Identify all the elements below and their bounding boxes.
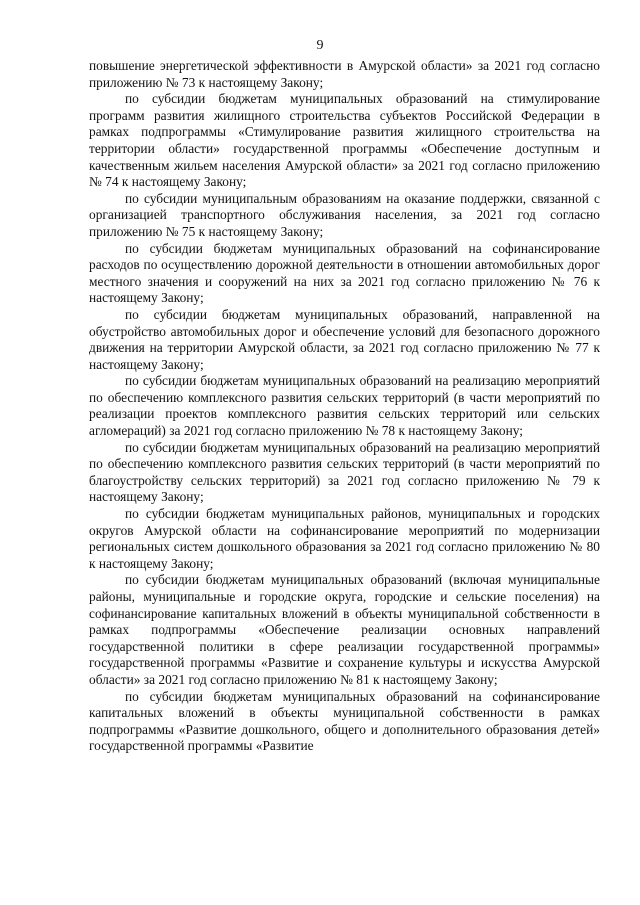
- paragraph: по субсидии бюджетам муниципальных образований на реализацию мероприятий по обеспечению комплексного развития сельских территорий (в части мероприятий по благоустройству сельских территорий) за 2021 год согласно приложению № 79 к настоящему Закону;: [89, 439, 600, 505]
- paragraph: повышение энергетической эффективности в Амурской области» за 2021 год согласно приложению № 73 к настоящему Закону;: [89, 58, 600, 90]
- page-number: 9: [316, 38, 324, 53]
- paragraph: по субсидии бюджетам муниципальных образований (включая муниципальные районы, муниципальные и городские округа, городские и сельские поселения) на софинансирование капитальных вложений в объекты муниципальной собственности в рамках подпрограммы «Обеспечение реализации основных направлений государственной политики в сфере реализации государственной программы» государственной программы «Развитие и сохранение культуры и искусства Амурской области» за 2021 год согласно приложению № 81 к настоящему Закону;: [89, 572, 600, 687]
- paragraph: по субсидии бюджетам муниципальных образований на софинансирование капитальных вложений в объекты муниципальной собственности в рамках подпрограммы «Развитие дошкольного, общего и дополнительного образования детей» государственной программы «Развитие: [89, 688, 600, 754]
- body-text: [89, 58, 600, 755]
- paragraph: по субсидии муниципальным образованиям на оказание поддержки, связанной с организацией транспортного обслуживания населения, за 2021 год согласно приложению № 75 к настоящему Закону;: [89, 190, 600, 239]
- paragraph: по субсидии бюджетам муниципальных образований, направленной на обустройство автомобильных дорог и обеспечение условий для безопасного дорожного движения на территории Амурской области, за 2021 год согласно приложению № 77 к настоящему Закону;: [89, 306, 600, 372]
- paragraph: по субсидии бюджетам муниципальных районов, муниципальных и городских округов Амурской области на софинансирование мероприятий по модернизации региональных систем дошкольного образования за 2021 год согласно приложению № 80 к настоящему Закону;: [89, 506, 600, 571]
- paragraph: по субсидии бюджетам муниципальных образований на софинансирование расходов по осуществлению дорожной деятельности в отношении автомобильных дорог местного значения и сооружений на них за 2021 год согласно приложению № 76 к настоящему Закону;: [89, 240, 600, 306]
- paragraph: по субсидии бюджетам муниципальных образований на реализацию мероприятий по обеспечению комплексного развития сельских территорий (в части мероприятий по реализации проектов комплексного развития сельских территорий или сельских агломераций) за 2021 год согласно приложению № 78 к настоящему Закону;: [89, 373, 600, 439]
- paragraph: по субсидии бюджетам муниципальных образований на стимулирование программ развития жилищного строительства субъектов Российской Федерации в рамках подпрограммы «Стимулирование развития жилищного строительства на территории области» государственной программы «Обеспечение доступным и качественным жильем населения Амурской области» за 2021 год согласно приложению № 74 к настоящему Закону;: [89, 91, 600, 190]
